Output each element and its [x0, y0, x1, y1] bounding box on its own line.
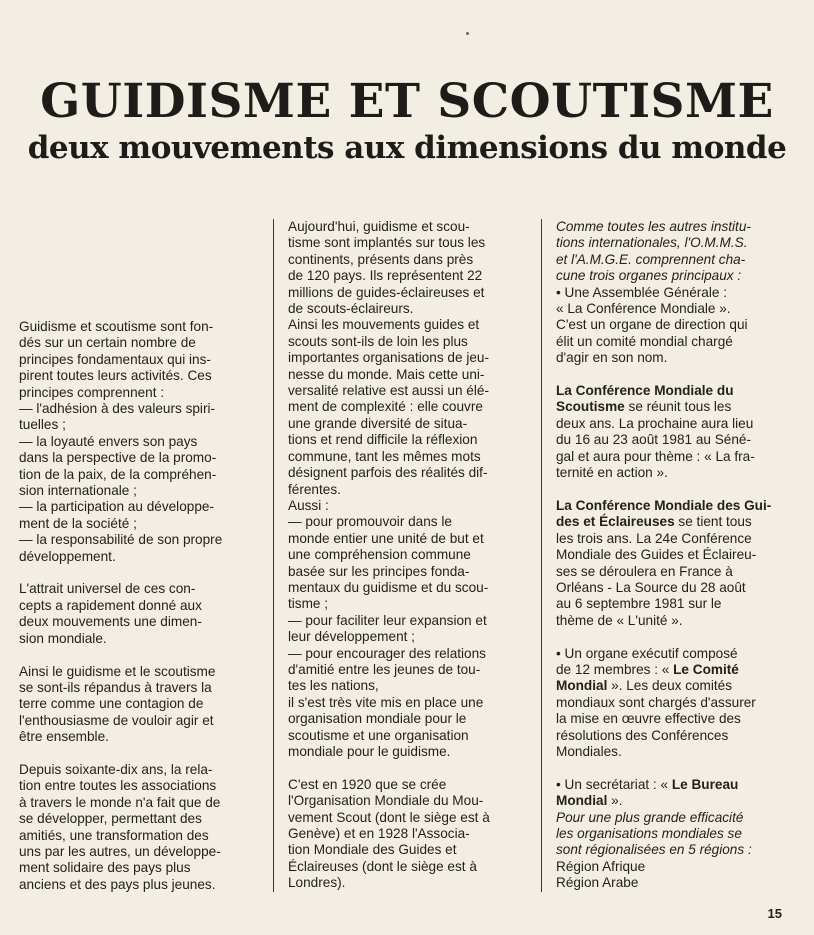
bold-text: Scoutisme [556, 399, 625, 415]
text-line: • Un organe exécutif composé [556, 645, 738, 661]
text-line: ternité en action ». [556, 465, 668, 481]
text-line: terre comme une contagion de [19, 696, 204, 712]
text-line: désignent parfois des réalités dif- [288, 465, 488, 481]
text-line [556, 383, 788, 399]
text-line: importantes organisations de jeu- [288, 350, 489, 366]
text-line: dans la perspective de la promo- [19, 450, 217, 466]
bold-text: Mondial [556, 793, 608, 809]
text-line: versalité relative est aussi un élé- [288, 383, 489, 399]
text-line: Aussi : [288, 497, 329, 513]
text-line: dés sur un certain nombre de [19, 335, 196, 351]
text-line: — l'adhésion à des valeurs spiri- [19, 401, 216, 417]
text-line: Ainsi le guidisme et le scoutisme [19, 663, 216, 679]
text-line: commune, tant les mêmes mots [288, 448, 481, 464]
text-line: • Une Assemblée Générale : [556, 284, 727, 300]
text-line: l'Organisation Mondiale du Mou- [288, 793, 484, 809]
text-line: — pour encourager des relations [288, 645, 486, 661]
text-line: C'est en 1920 que se crée [288, 776, 447, 792]
text-line: une compréhension commune [288, 547, 471, 563]
text-line: ment solidaire des pays plus [19, 860, 191, 876]
text-line: se développer, permettant des [19, 811, 202, 827]
bold-text: Le Bureau [671, 776, 739, 792]
text-line: les organisations mondiales se [556, 825, 742, 841]
text-column-2 [273, 219, 519, 892]
text-line: basée sur les principes fonda- [288, 563, 470, 579]
text-line: mentaux du guidisme et du scou- [288, 579, 489, 595]
text-line: mondiaux sont chargés d'assurer [556, 694, 756, 710]
text-line: « La Conférence Mondiale ». [556, 301, 731, 317]
text-line [556, 399, 788, 415]
text-line: — la responsabilité de son propre [19, 532, 223, 548]
text-line: et l'A.M.G.E. comprennent cha- [556, 251, 746, 267]
text-line: thème de « L'unité ». [556, 612, 683, 628]
text-line: — la loyauté envers son pays [19, 433, 198, 449]
text-line [19, 647, 251, 663]
text-line: uns par les autres, un développe- [19, 843, 221, 859]
text-line: la mise en œuvre effective des [556, 711, 741, 727]
text-column-1 [19, 319, 251, 893]
text-line: deux mouvements une dimen- [19, 614, 202, 630]
text-line: Guidisme et scoutisme sont fon- [19, 319, 214, 334]
text-line: L'attrait universel de ces con- [19, 581, 196, 597]
bold-text: La Conférence Mondiale du [556, 383, 734, 399]
text-line: au 6 septembre 1981 sur le [556, 596, 722, 612]
text-line: — pour faciliter leur expansion et [288, 612, 487, 628]
text-line [556, 514, 788, 530]
text-line: cepts a rapidement donné aux [19, 597, 202, 613]
text-line [556, 481, 788, 497]
page-number: 15 [767, 906, 782, 921]
text-line: Région Afrique [556, 858, 646, 874]
text-line: résolutions des Conférences [556, 727, 729, 743]
print-speck [466, 32, 469, 35]
text-line: férentes. [288, 481, 341, 497]
text-line: tion entre toutes les associations [19, 778, 217, 794]
text-line [556, 498, 788, 514]
text-line: Orléans - La Source du 28 août [556, 579, 746, 595]
bold-text: Le Comité [673, 661, 739, 677]
text-line [556, 777, 788, 793]
text-line: Mondiales. [556, 743, 622, 759]
text-line [19, 565, 251, 581]
text-run: se tient tous [674, 514, 752, 530]
text-line: tisme ; [288, 596, 329, 612]
text-line: mondiale pour le guidisme. [288, 744, 451, 759]
text-line: de 120 pays. Ils représentent 22 [288, 268, 483, 284]
text-line: vement Scout (dont le siège est à [288, 809, 490, 825]
text-line: Aujourd'hui, guidisme et scou- [288, 219, 470, 234]
text-line: ses se déroulera en France à [556, 563, 733, 579]
text-line [556, 678, 788, 694]
bold-text: Mondial [556, 678, 608, 694]
text-line: Éclaireuses (dont le siège est à [288, 858, 477, 874]
text-run: • Un secrétariat : « [556, 776, 672, 792]
text-line: principes fondamentaux qui ins- [19, 351, 211, 367]
text-line: tion de la paix, de la compréhen- [19, 466, 217, 482]
text-line: anciens et des pays plus jeunes. [19, 876, 216, 892]
text-line: sion mondiale. [19, 630, 107, 646]
text-line: ment de la société ; [19, 515, 137, 531]
text-line: amitiés, une transformation des [19, 827, 209, 843]
text-line: Genève) et en 1928 l'Associa- [288, 826, 470, 842]
text-line: une grande diversité de situa- [288, 415, 468, 431]
text-line: cune trois organes principaux : [556, 268, 742, 284]
text-line: gal et aura pour thème : « La fra- [556, 448, 755, 464]
text-line: Région Arabe [556, 875, 639, 891]
text-line: développement. [19, 548, 116, 564]
text-line: sion internationale ; [19, 483, 137, 499]
text-run: de 12 membres : « [556, 661, 674, 677]
text-line: sont régionalisées en 5 régions : [556, 842, 752, 858]
text-line: tions et rend difficile la réflexion [288, 432, 478, 448]
text-line: scoutisme et une organisation [288, 727, 469, 743]
text-line: être ensemble. [19, 729, 109, 745]
text-line [556, 662, 788, 678]
text-line: les trois ans. La 24e Conférence [556, 530, 752, 546]
text-line: Ainsi les mouvements guides et [288, 317, 480, 333]
text-line: Depuis soixante-dix ans, la rela- [19, 761, 213, 777]
text-line: monde entier une unité de but et [288, 530, 484, 546]
text-line: tions internationales, l'O.M.M.S. [556, 235, 748, 251]
text-column-3 [541, 219, 788, 892]
text-line: tion Mondiale des Guides et [288, 842, 457, 858]
page-title: GUIDISME ET SCOUTISME [40, 74, 774, 129]
text-line: deux ans. La prochaine aura lieu [556, 415, 754, 431]
text-line: de scouts-éclaireurs. [288, 301, 414, 317]
text-line: à travers le monde n'a fait que de [19, 794, 221, 810]
text-line: Comme toutes les autres institu- [556, 219, 751, 234]
text-line [556, 367, 788, 383]
text-line [556, 760, 788, 776]
text-line: — la participation au développe- [19, 499, 214, 515]
text-line: d'agir en son nom. [556, 350, 668, 366]
text-line: — pour promouvoir dans le [288, 514, 452, 530]
text-line: l'enthousiasme de vouloir agir et [19, 712, 214, 728]
bold-text: La Conférence Mondiale des Gui- [556, 497, 772, 513]
text-line: du 16 au 23 août 1981 au Séné- [556, 432, 752, 448]
text-line: scouts sont-ils de loin les plus [288, 333, 468, 349]
text-line: tisme sont implantés sur tous les [288, 235, 486, 251]
page-subtitle: deux mouvements aux dimensions du monde [27, 130, 787, 166]
text-run: se réunit tous les [624, 399, 732, 415]
text-line: se sont-ils répandus à travers la [19, 679, 212, 695]
text-line: ment de complexité : elle couvre [288, 399, 483, 415]
text-line: tes les nations, [288, 678, 379, 694]
text-line: C'est un organe de direction qui [556, 317, 748, 333]
text-line: d'amitié entre les jeunes de tou- [288, 661, 481, 677]
text-run: ». Les deux comités [607, 678, 733, 694]
text-line: nesse du monde. Mais cette uni- [288, 366, 485, 382]
text-line: organisation mondiale pour le [288, 711, 467, 727]
text-line: élit un comité mondial chargé [556, 333, 733, 349]
text-line: Londres). [288, 875, 346, 891]
text-line: leur développement ; [288, 629, 415, 645]
text-line: continents, présents dans près [288, 251, 474, 267]
text-line [556, 629, 788, 645]
text-run: ». [607, 793, 623, 809]
text-line: tuelles ; [19, 417, 66, 433]
text-line: pirent toutes leurs activités. Ces [19, 368, 212, 384]
bold-text: des et Éclaireuses [556, 514, 675, 530]
text-line: millions de guides-éclaireuses et [288, 284, 485, 300]
text-line [19, 746, 251, 762]
text-line: Mondiale des Guides et Éclaireu- [556, 547, 757, 563]
text-line: il s'est très vite mis en place une [288, 694, 484, 710]
text-line [556, 793, 788, 809]
text-line: Pour une plus grande efficacité [556, 809, 744, 825]
text-line [288, 760, 519, 776]
text-line: principes comprennent : [19, 384, 165, 400]
